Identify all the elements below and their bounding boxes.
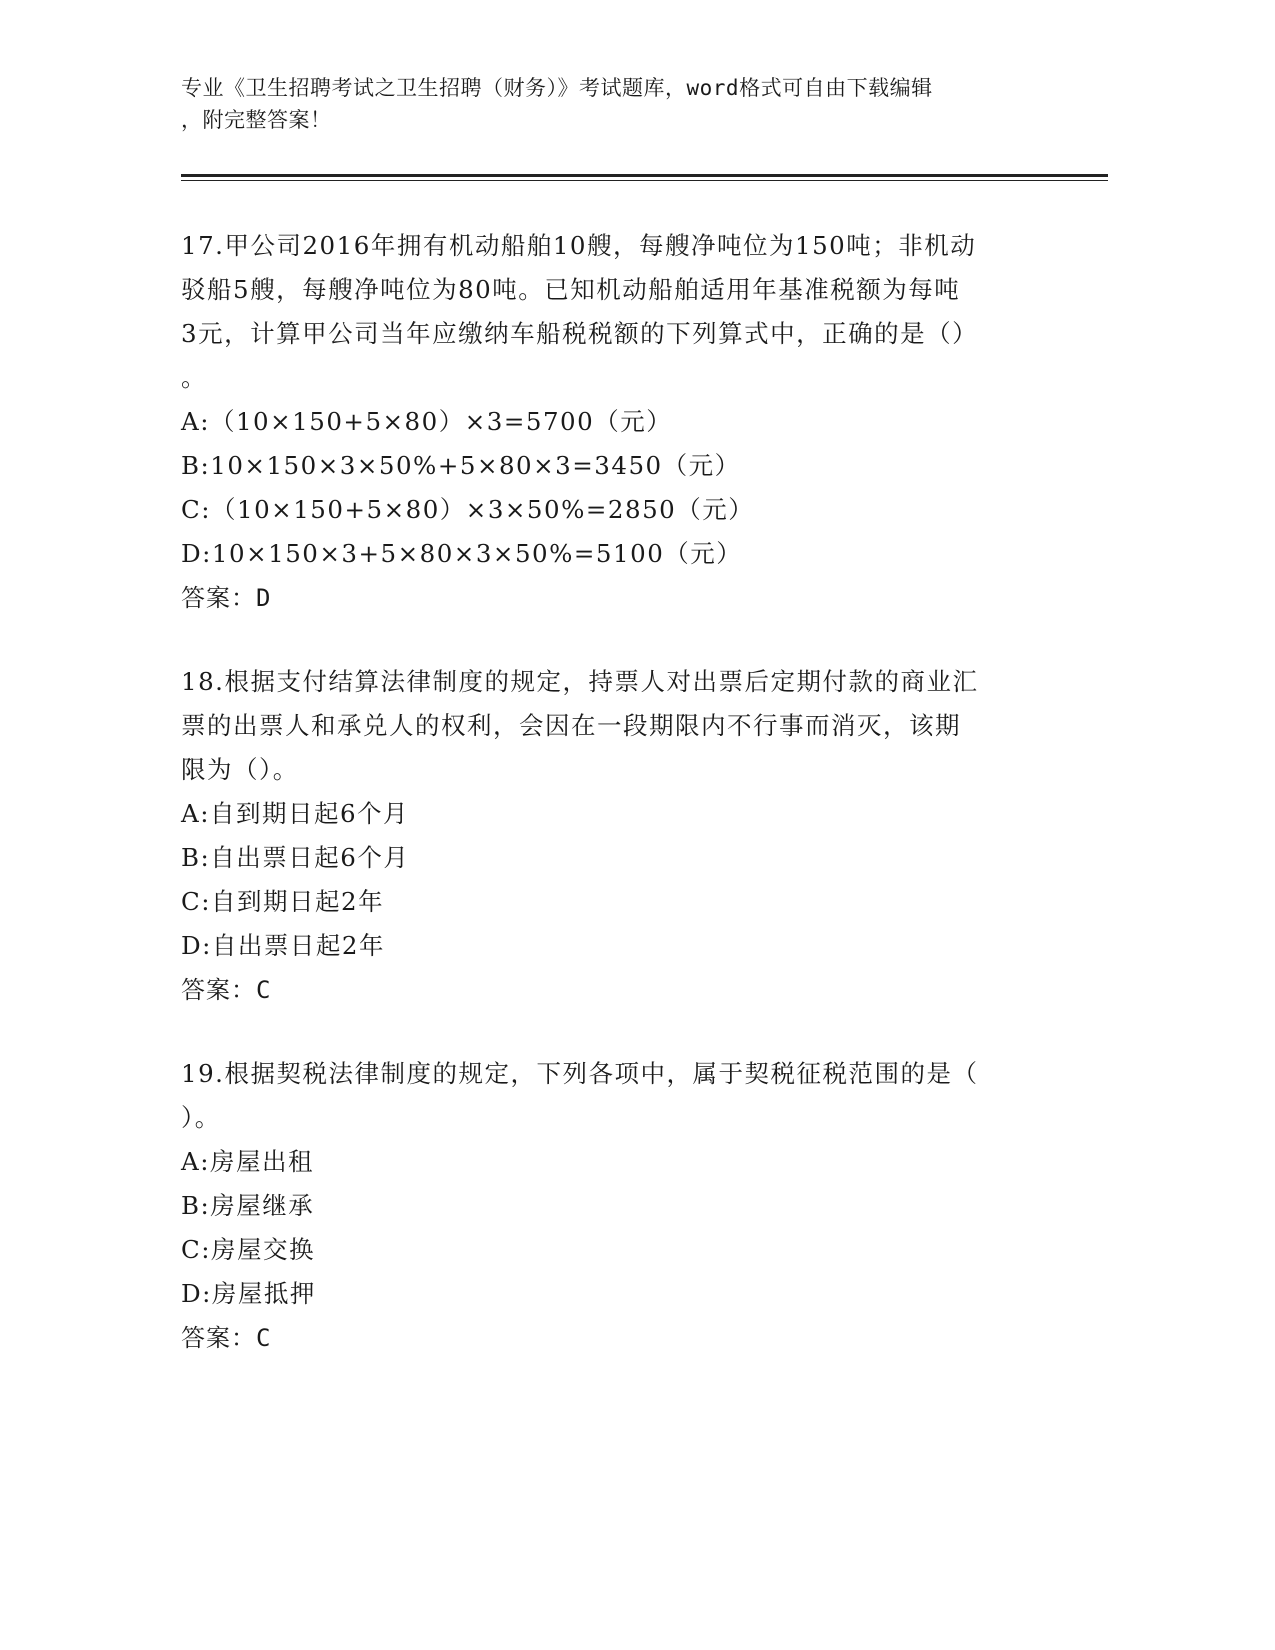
option-b: B:10×150×3×50%+5×80×3=3450（元） xyxy=(181,451,741,480)
option-c: C:房屋交换 xyxy=(181,1235,315,1264)
option-d: D:房屋抵押 xyxy=(181,1279,316,1308)
question-stem-line: 驳船5艘，每艘净吨位为80吨。已知机动船舶适用年基准税额为每吨 xyxy=(181,275,961,304)
option-b: B:房屋继承 xyxy=(181,1191,315,1220)
header-divider-thick xyxy=(181,174,1108,177)
question-stem-line: 17.甲公司2016年拥有机动船舶10艘，每艘净吨位为150吨；非机动 xyxy=(181,231,977,260)
question-stem-line: 18.根据支付结算法律制度的规定，持票人对出票后定期付款的商业汇 xyxy=(181,667,979,696)
option-c: C:（10×150+5×80）×3×50%=2850（元） xyxy=(181,495,755,524)
question-stem-line: ）。 xyxy=(181,1103,221,1132)
option-c: C:自到期日起2年 xyxy=(181,887,385,916)
header-title-line-1: 专业《卫生招聘考试之卫生招聘（财务）》考试题库，word格式可自由下载编辑 xyxy=(181,76,933,100)
header-title-line-2: ，附完整答案！ xyxy=(181,108,332,132)
question-stem-line: 3元，计算甲公司当年应缴纳车船税税额的下列算式中，正确的是（） xyxy=(181,319,979,348)
question-stem-line: 票的出票人和承兑人的权利，会因在一段期限内不行事而消灭，该期 xyxy=(181,711,961,740)
option-d: D:自出票日起2年 xyxy=(181,931,385,960)
option-a: A:（10×150+5×80）×3=5700（元） xyxy=(181,407,673,436)
header-divider-thin xyxy=(181,180,1108,181)
question-19 xyxy=(181,1052,1041,1360)
answer-label: 答案：C xyxy=(181,1324,272,1352)
option-a: A:自到期日起6个月 xyxy=(181,799,410,828)
answer-label: 答案：C xyxy=(181,976,272,1004)
question-18 xyxy=(181,660,1041,1012)
option-a: A:房屋出租 xyxy=(181,1147,314,1176)
document-header xyxy=(181,72,1041,136)
option-d: D:10×150×3+5×80×3×50%=5100（元） xyxy=(181,539,743,568)
question-stem-line: 限为（）。 xyxy=(181,755,299,784)
question-17 xyxy=(181,224,1041,620)
answer-label: 答案：D xyxy=(181,584,272,612)
option-b: B:自出票日起6个月 xyxy=(181,843,410,872)
question-stem-line: 19.根据契税法律制度的规定，下列各项中，属于契税征税范围的是（ xyxy=(181,1059,979,1088)
question-stem-line: 。 xyxy=(181,363,207,392)
